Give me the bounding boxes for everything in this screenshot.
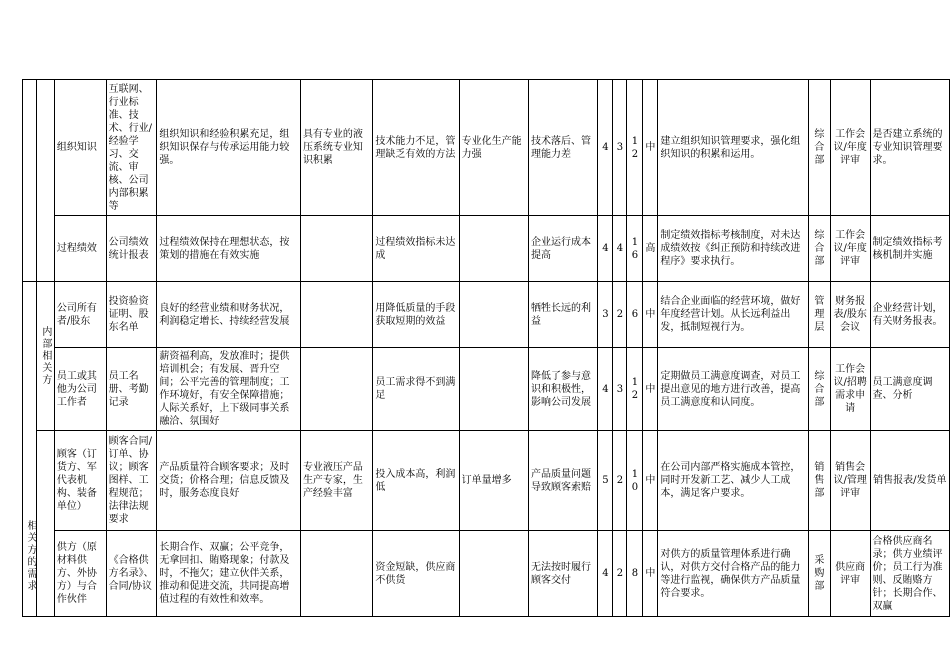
method-cell: 销售会议/管理评审 bbox=[830, 431, 870, 531]
score-a-cell: 5 bbox=[598, 431, 613, 531]
expectation-cell: 过程绩效保持在理想状态，按策划的措施在有效实施 bbox=[157, 216, 301, 282]
department-cell: 综合部 bbox=[808, 80, 830, 216]
risk-level-cell: 中 bbox=[643, 80, 658, 216]
score-c-cell: 16 bbox=[627, 216, 643, 282]
opportunity-effect-cell: 专业化生产能力强 bbox=[459, 80, 528, 216]
department-cell: 综合部 bbox=[808, 348, 830, 431]
evidence-cell: 员工名册、考勤记录 bbox=[106, 348, 157, 431]
risk-level-cell: 中 bbox=[643, 431, 658, 531]
department-cell: 采购部 bbox=[808, 531, 830, 617]
method-cell: 工作会议/招聘需求申请 bbox=[830, 348, 870, 431]
risk-effect-cell: 产品质量问题导致顾客索赔 bbox=[529, 431, 598, 531]
method-cell: 工作会议/年度评审 bbox=[830, 80, 870, 216]
score-c-cell: 12 bbox=[627, 348, 643, 431]
score-a-cell: 4 bbox=[598, 216, 613, 282]
risk-level-cell: 中 bbox=[643, 282, 658, 348]
risk-level-cell: 中 bbox=[643, 531, 658, 617]
subject-cell: 公司所有者/股东 bbox=[54, 282, 106, 348]
measure-cell: 结合企业面临的经营环境，做好年度经营计划。从长远利益出发，抵制短视行为。 bbox=[658, 282, 809, 348]
subject-cell: 员工或其他为公司工作者 bbox=[54, 348, 106, 431]
table-row bbox=[23, 348, 950, 431]
measure-cell: 制定绩效指标考核制度，对未达成绩效按《纠正预防和持续改进程序》要求执行。 bbox=[658, 216, 809, 282]
opportunity-effect-cell bbox=[459, 531, 528, 617]
evidence-cell: 顾客合同/订单、协议；顾客图样、工程规范；法律法规要求 bbox=[106, 431, 157, 531]
score-a-cell: 4 bbox=[598, 531, 613, 617]
subject-cell: 组织知识 bbox=[54, 80, 106, 216]
department-cell: 销售部 bbox=[808, 431, 830, 531]
opportunity-cell bbox=[300, 282, 372, 348]
risk-cell: 用降低质量的手段获取短期的效益 bbox=[373, 282, 459, 348]
opportunity-cell: 专业液压产品生产专家，生产经验丰富 bbox=[300, 431, 372, 531]
risk-effect-cell: 牺牲长远的利益 bbox=[529, 282, 598, 348]
opportunity-cell bbox=[300, 531, 372, 617]
opportunity-cell: 具有专业的液压系统专业知识积累 bbox=[300, 80, 372, 216]
risk-cell: 技术能力不足，管理缺乏有效的方法 bbox=[373, 80, 459, 216]
method-cell: 供应商评审 bbox=[830, 531, 870, 617]
method-cell: 财务报表/股东会议 bbox=[830, 282, 870, 348]
score-c-cell: 10 bbox=[627, 431, 643, 531]
risk-effect-cell: 无法按时履行顾客交付 bbox=[529, 531, 598, 617]
risk-level-cell: 高 bbox=[643, 216, 658, 282]
score-b-cell: 3 bbox=[613, 80, 627, 216]
result-cell: 员工满意度调查、分析 bbox=[870, 348, 949, 431]
score-c-cell: 8 bbox=[627, 531, 643, 617]
opportunity-effect-cell bbox=[459, 348, 528, 431]
expectation-cell: 产品质量符合顾客要求；及时交货；价格合理；信息反馈及时，服务态度良好 bbox=[157, 431, 301, 531]
subject-cell: 过程绩效 bbox=[54, 216, 106, 282]
department-cell: 管理层 bbox=[808, 282, 830, 348]
method-cell: 工作会议/年度评审 bbox=[830, 216, 870, 282]
group-label-external: 相关方的需求 bbox=[25, 520, 36, 592]
score-b-cell: 2 bbox=[613, 531, 627, 617]
score-a-cell: 3 bbox=[598, 282, 613, 348]
risk-effect-cell: 企业运行成本提高 bbox=[529, 216, 598, 282]
score-b-cell: 4 bbox=[613, 216, 627, 282]
table-row bbox=[23, 531, 950, 617]
risk-cell: 过程绩效指标未达成 bbox=[373, 216, 459, 282]
table-row bbox=[23, 282, 950, 348]
result-cell: 企业经营计划，有关财务报表。 bbox=[870, 282, 949, 348]
risk-level-cell: 中 bbox=[643, 348, 658, 431]
group-cell-outer bbox=[23, 80, 37, 282]
risk-effect-cell: 降低了参与意识和积极性，影响公司发展 bbox=[529, 348, 598, 431]
department-cell: 综合部 bbox=[808, 216, 830, 282]
risk-cell: 员工需求得不到满足 bbox=[373, 348, 459, 431]
result-cell: 合格供应商名录；供方业绩评价；员工行为准则、反賄赂方针；长期合作、双赢 bbox=[870, 531, 949, 617]
table-row bbox=[23, 80, 950, 216]
measure-cell: 对供方的质量管理体系进行确认，对供方交付合格产品的能力等进行监视，确保供方产品质量符合要求。 bbox=[658, 531, 809, 617]
score-a-cell: 4 bbox=[598, 80, 613, 216]
measure-cell: 定期做员工满意度调查，对员工提出意见的地方进行改善，提高员工满意度和认同度。 bbox=[658, 348, 809, 431]
score-a-cell: 4 bbox=[598, 348, 613, 431]
result-cell: 销售报表/发货单 bbox=[870, 431, 949, 531]
evidence-cell: 互联网、行业标准、技术、行业/经验学习、交流、审核、公司内部积累等 bbox=[106, 80, 157, 216]
evidence-cell: 投资验资证明、股东名单 bbox=[106, 282, 157, 348]
expectation-cell: 良好的经营业绩和财务状况，利润稳定增长、持续经营发展 bbox=[157, 282, 301, 348]
opportunity-effect-cell: 订单量增多 bbox=[459, 431, 528, 531]
score-b-cell: 2 bbox=[613, 431, 627, 531]
risk-effect-cell: 技术落后、管理能力差 bbox=[529, 80, 598, 216]
measure-cell: 在公司内部严格实施成本管控，同时开发新工艺、减少人工成本，满足客户要求。 bbox=[658, 431, 809, 531]
opportunity-cell bbox=[300, 216, 372, 282]
table-row bbox=[23, 431, 950, 531]
subject-cell: 供方（原材料供方、外协方）与合作伙伴 bbox=[54, 531, 106, 617]
expectation-cell: 薪资福利高，发放准时；提供培训机会；有发展、晋升空间；公平完善的管理制度；工作环境好，有安全保障措施；人际关系好，上下级同事关系融洽、氛围好 bbox=[157, 348, 301, 431]
expectation-cell: 组织知识和经验积累充足，组织知识保存与传承运用能力较强。 bbox=[157, 80, 301, 216]
risk-cell: 资金短缺，供应商不供货 bbox=[373, 531, 459, 617]
evidence-cell: 《合格供方名录》、合同/协议 bbox=[106, 531, 157, 617]
group-label-internal: 内部相关方 bbox=[36, 282, 54, 431]
risk-cell: 投入成本高，利润低 bbox=[373, 431, 459, 531]
opportunity-effect-cell bbox=[459, 216, 528, 282]
score-b-cell: 3 bbox=[613, 348, 627, 431]
group-cell-inner bbox=[36, 80, 54, 282]
group-cell-inner bbox=[36, 431, 54, 617]
measure-cell: 建立组织知识管理要求，强化组织知识的积累和运用。 bbox=[658, 80, 809, 216]
subject-cell: 顾客（订货方、军代表机构、装备单位） bbox=[54, 431, 106, 531]
opportunity-cell bbox=[300, 348, 372, 431]
score-c-cell: 6 bbox=[627, 282, 643, 348]
opportunity-effect-cell bbox=[459, 282, 528, 348]
result-cell: 是否建立系统的专业知识管理要求。 bbox=[870, 80, 949, 216]
score-c-cell: 12 bbox=[627, 80, 643, 216]
score-b-cell: 2 bbox=[613, 282, 627, 348]
evidence-cell: 公司绩效统计报表 bbox=[106, 216, 157, 282]
table-row bbox=[23, 216, 950, 282]
risk-register-table bbox=[22, 79, 950, 617]
result-cell: 制定绩效指标考核机制并实施 bbox=[870, 216, 949, 282]
expectation-cell: 长期合作、双赢；公平竞争，无拿回扣、賄赂现象；付款及时，不拖欠；建立伙伴关系，推动和促进交流，共同提高增值过程的有效性和效率。 bbox=[157, 531, 301, 617]
